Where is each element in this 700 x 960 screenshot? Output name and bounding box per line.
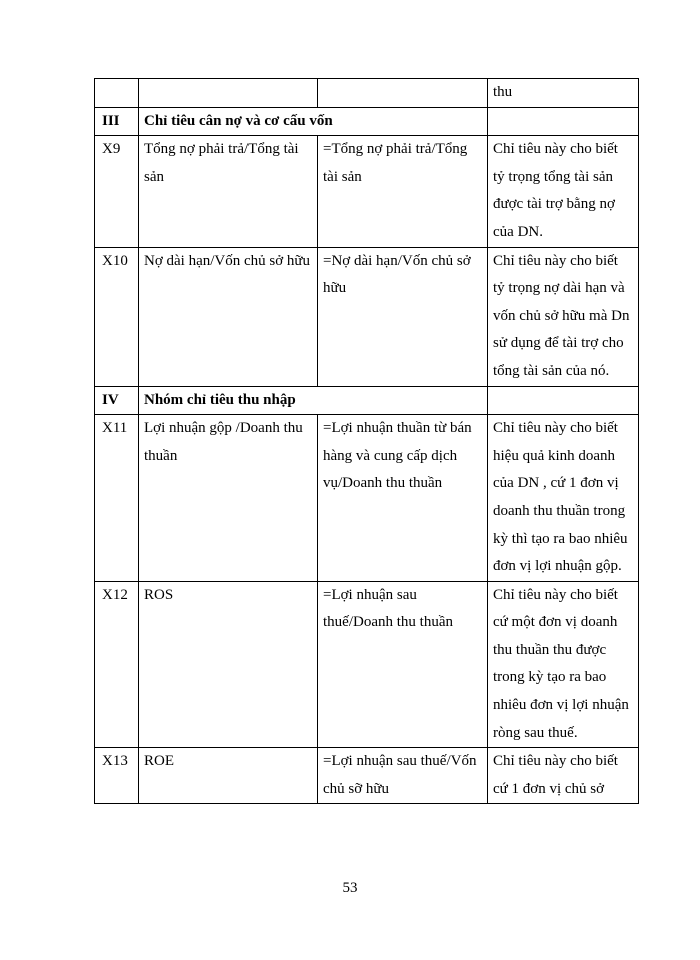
row-formula: =Lợi nhuận sau thuế/Vốn chủ sỡ hữu [318, 748, 488, 804]
table-row [95, 247, 639, 386]
indicator-table [94, 78, 639, 804]
table-row [95, 415, 639, 582]
section-empty-cell [488, 107, 639, 136]
row-description: Chỉ tiêu này cho biết tỷ trọng tổng tài sản được tài trợ bằng nợ của DN. [488, 136, 639, 247]
table-row [95, 748, 639, 804]
row-formula: =Lợi nhuận thuần từ bán hàng và cung cấp dịch vụ/Doanh thu thuần [318, 415, 488, 582]
row-code: X12 [95, 581, 139, 748]
row-code: X13 [95, 748, 139, 804]
row-description: Chỉ tiêu này cho biết hiệu quả kinh doanh của DN , cứ 1 đơn vị doanh thu thuần trong kỳ thì tạo ra bao nhiêu đơn vị lợi nhuận gộp. [488, 415, 639, 582]
row-description: Chỉ tiêu này cho biết cứ 1 đơn vị chủ sở [488, 748, 639, 804]
row-formula: =Lợi nhuận sau thuế/Doanh thu thuần [318, 581, 488, 748]
row-code: X11 [95, 415, 139, 582]
table-row [95, 79, 639, 108]
page-number: 53 [342, 880, 358, 896]
row-description: thu [488, 79, 639, 108]
section-row [95, 386, 639, 415]
row-description: Chỉ tiêu này cho biết tỷ trọng nợ dài hạn và vốn chủ sở hữu mà Dn sử dụng để tài trợ cho tổng tài sản của nó. [488, 247, 639, 386]
row-code: X10 [95, 247, 139, 386]
section-code: IV [95, 386, 139, 415]
section-row [95, 107, 639, 136]
row-name: Lợi nhuận gộp /Doanh thu thuần [139, 415, 318, 582]
section-empty-cell [488, 386, 639, 415]
table-row [95, 581, 639, 748]
section-title: Chỉ tiêu cân nợ và cơ cấu vốn [139, 107, 488, 136]
row-formula: =Tổng nợ phải trả/Tổng tài sản [318, 136, 488, 247]
row-name: ROS [139, 581, 318, 748]
table-row [95, 136, 639, 247]
section-code: III [95, 107, 139, 136]
section-title: Nhóm chỉ tiêu thu nhập [139, 386, 488, 415]
row-description: Chỉ tiêu này cho biết cứ một đơn vị doanh thu thuần thu được trong kỳ tạo ra bao nhiêu đơn vị lợi nhuận ròng sau thuế. [488, 581, 639, 748]
row-code: X9 [95, 136, 139, 247]
row-code [95, 79, 139, 108]
row-formula [318, 79, 488, 108]
row-name: ROE [139, 748, 318, 804]
row-name: Nợ dài hạn/Vốn chủ sở hữu [139, 247, 318, 386]
row-name: Tổng nợ phải trả/Tổng tài sản [139, 136, 318, 247]
row-name [139, 79, 318, 108]
row-formula: =Nợ dài hạn/Vốn chủ sở hữu [318, 247, 488, 386]
